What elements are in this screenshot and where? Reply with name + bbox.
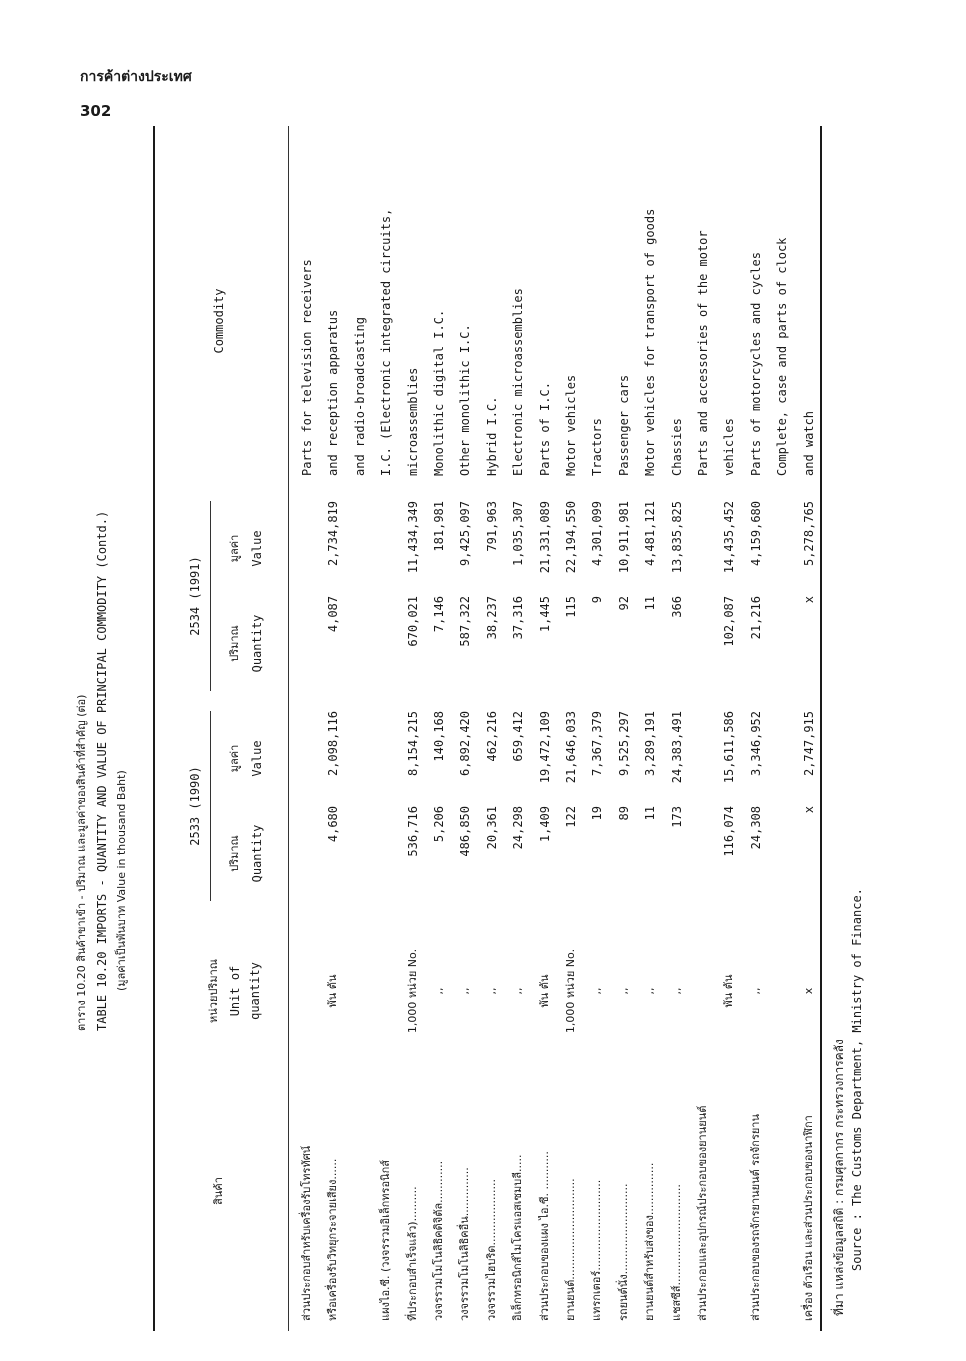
row-quantity-1990: 173	[669, 806, 684, 828]
header-year2: 2534 (1991)	[188, 556, 202, 636]
row-commodity-thai: ส่วนประกอบของแผง ไอ.ซี. ...........	[537, 1151, 551, 1321]
year1-rule	[210, 711, 211, 901]
row-value-1991: 4,481,121	[643, 501, 658, 567]
row-quantity-1991: 37,316	[511, 596, 526, 640]
row-value-1990: 19,472,109	[537, 711, 552, 784]
row-quantity-1990: 20,361	[484, 806, 499, 850]
row-unit: ,,	[616, 987, 630, 995]
row-value-1990: 21,646,033	[564, 711, 578, 784]
bottom-rule	[820, 126, 822, 1331]
row-unit: พัน ตัน	[537, 974, 551, 1008]
row-commodity-thai: ยานยนต์.............................	[564, 1178, 577, 1321]
row-value-1990: 9,525,297	[616, 711, 631, 777]
row-commodity-thai: อิเล็กทรอนิกส์ไมโครแอสเซมบลี.....	[511, 1154, 525, 1321]
header-rule	[288, 126, 289, 1331]
row-commodity-eng: Parts of I.C.	[537, 382, 552, 476]
row-value-1991: 10,911,981	[616, 501, 631, 574]
row-quantity-1990: 19	[590, 806, 605, 821]
row-commodity-eng: microassemblies	[405, 367, 420, 476]
row-quantity-1991: 102,087	[722, 596, 737, 647]
row-commodity-thai: ที่ประกอบสำเร็จแล้ว)..........	[405, 1186, 419, 1321]
row-unit: 1,000 หน่วย No.	[405, 948, 419, 1034]
header-unit-eng2: quantity	[248, 962, 262, 1020]
row-commodity-thai: แผงไอ.ซี. (วงจรรวมอิเล็กทรอนิกส์	[379, 1160, 393, 1321]
section-title: การค้าต่างประเทศ	[80, 69, 192, 85]
row-unit: x	[801, 987, 815, 995]
row-quantity-1990: x	[801, 806, 816, 814]
table-title-thai: ตาราง 10.20 สินค้าขาเข้า - ปริมาณ และมูลค่าของสินค้าที่สำคัญ (ต่อ)	[75, 694, 88, 1031]
row-unit: ,,	[669, 987, 683, 995]
row-commodity-eng: Electronic microassemblies	[511, 288, 526, 476]
row-quantity-1991: 21,216	[748, 596, 763, 640]
header-qty2-thai: ปริมาณ	[228, 625, 241, 662]
header-val1-eng: Value	[250, 740, 264, 777]
header-commodity-thai: สินค้า	[212, 1177, 225, 1205]
row-value-1990: 2,098,116	[326, 711, 341, 777]
row-value-1990: 140,168	[432, 711, 446, 762]
row-value-1990: 6,892,420	[458, 711, 473, 777]
table-titles	[72, 511, 132, 1031]
row-quantity-1990: 122	[564, 806, 578, 828]
row-value-1990: 462,216	[484, 711, 499, 762]
row-commodity-thai: รถยนต์นั่ง..........................	[616, 1183, 630, 1321]
table-title-eng: TABLE 10.20 IMPORTS - QUANTITY AND VALUE OF PRINCIPAL COMMODITY (Contd.)	[95, 510, 109, 1031]
row-commodity-thai: วงจรรวมโมโนลิธิคอื่น..............	[458, 1167, 472, 1321]
row-value-1991: 4,301,099	[590, 501, 605, 567]
row-commodity-eng: Other monolithic I.C.	[458, 324, 473, 476]
header-commodity-eng: Commodity	[212, 288, 226, 354]
row-commodity-thai: แชสซีส์.............................	[669, 1184, 683, 1321]
row-value-1990: 659,412	[511, 711, 526, 762]
row-value-1990: 24,383,491	[669, 711, 684, 784]
row-commodity-eng: Parts for television receivers	[300, 259, 314, 476]
header-qty1-thai: ปริมาณ	[228, 835, 241, 872]
header-val2-eng: Value	[250, 530, 264, 567]
row-commodity-thai: ยานยนต์สำหรับส่งของ...............	[643, 1162, 657, 1321]
row-commodity-thai: หรือเครื่องรับวิทยุกระจายเสียง......	[326, 1158, 340, 1321]
header-year1: 2533 (1990)	[188, 766, 202, 846]
row-commodity-eng: Passenger cars	[616, 374, 631, 476]
row-value-1991: 4,159,680	[748, 501, 763, 567]
row-value-1990: 15,611,586	[722, 711, 737, 784]
row-commodity-thai: ส่วนประกอบและอุปกรณ์ประกอบของยานยนต์	[696, 1105, 709, 1321]
source-eng: Source : The Customs Department, Ministry of Finance.	[850, 888, 864, 1271]
row-value-1990: 8,154,215	[405, 711, 420, 777]
header-unit-thai: หน่วยปริมาณ	[207, 959, 220, 1023]
row-commodity-eng: Complete, case and parts of clock	[775, 237, 790, 476]
row-commodity-eng: Motor vehicles	[564, 374, 578, 476]
row-quantity-1990: 5,206	[432, 806, 446, 843]
row-quantity-1991: 92	[616, 596, 631, 611]
row-quantity-1991: x	[801, 596, 816, 604]
row-value-1991: 2,734,819	[326, 501, 341, 567]
row-quantity-1991: 9	[590, 596, 605, 604]
row-commodity-eng: Parts and accessories of the motor	[696, 230, 710, 476]
row-quantity-1990: 1,409	[537, 806, 552, 843]
row-unit: ,,	[484, 987, 498, 995]
row-quantity-1990: 116,074	[722, 806, 737, 857]
row-value-1990: 3,346,952	[748, 711, 763, 777]
row-value-1991: 791,963	[484, 501, 499, 552]
row-quantity-1991: 366	[669, 596, 684, 618]
row-quantity-1991: 4,087	[326, 596, 341, 633]
row-unit: ,,	[643, 987, 657, 995]
row-value-1990: 7,367,379	[590, 711, 605, 777]
row-commodity-eng: and radio-broadcasting	[352, 317, 367, 476]
row-quantity-1991: 11	[643, 596, 658, 611]
row-unit: พัน ตัน	[722, 974, 736, 1008]
row-commodity-eng: vehicles	[722, 418, 737, 476]
row-quantity-1990: 536,716	[405, 806, 420, 857]
row-unit: ,,	[458, 987, 472, 995]
row-quantity-1991: 587,322	[458, 596, 473, 647]
row-value-1991: 9,425,097	[458, 501, 473, 567]
row-commodity-eng: Parts of motorcycles and cycles	[748, 252, 763, 476]
header-val2-thai: มูลค่า	[228, 534, 241, 563]
row-commodity-thai: ส่วนประกอบสำหรับเครื่องรับโทรทัศน์	[300, 1145, 313, 1321]
row-quantity-1990: 11	[643, 806, 658, 821]
row-commodity-eng: I.C. (Electronic integrated circuits,	[379, 208, 394, 476]
row-quantity-1991: 670,021	[405, 596, 420, 647]
row-value-1991: 1,035,307	[511, 501, 526, 567]
row-value-1991: 5,278,765	[801, 501, 816, 567]
row-value-1991: 14,435,452	[722, 501, 737, 574]
year2-rule	[210, 501, 211, 691]
row-value-1991: 13,835,825	[669, 501, 684, 574]
row-quantity-1991: 115	[564, 596, 578, 618]
row-quantity-1990: 4,680	[326, 806, 341, 843]
page-number: 302	[80, 102, 112, 120]
row-unit: ,,	[432, 987, 445, 995]
row-unit: 1,000 หน่วย No.	[564, 948, 577, 1034]
row-unit: ,,	[590, 987, 604, 995]
row-quantity-1990: 24,298	[511, 806, 526, 850]
row-value-1991: 22,194,550	[564, 501, 578, 574]
row-value-1990: 2,747,915	[801, 711, 816, 777]
row-value-1991: 11,434,349	[405, 501, 420, 574]
row-commodity-eng: and watch	[801, 410, 816, 476]
row-commodity-eng: Monolithic digital I.C.	[432, 309, 446, 476]
header-unit-eng1: Unit of	[228, 965, 242, 1017]
row-value-1991: 21,331,089	[537, 501, 552, 574]
row-quantity-1991: 7,146	[432, 596, 446, 633]
row-value-1990: 3,289,191	[643, 711, 658, 777]
row-commodity-eng: and reception apparatus	[326, 309, 341, 476]
table-unit-note: (มูลค่าเป็นพันบาท Value in thousand Baht)	[115, 770, 128, 991]
row-quantity-1990: 486,850	[458, 806, 473, 857]
row-commodity-thai: ส่วนประกอบของรถจักรยานยนต์ รถจักรยาน	[748, 1113, 762, 1321]
row-commodity-thai: วงจรรวมไฮบริด...................	[484, 1179, 498, 1321]
row-quantity-1990: 89	[616, 806, 631, 821]
row-commodity-thai: วงจรรวมโมโนลิธิคดิจิตัล............	[432, 1160, 445, 1321]
row-commodity-eng: Hybrid I.C.	[484, 396, 499, 476]
row-value-1991: 181,981	[432, 501, 446, 552]
row-commodity-thai: เครื่อง ตัวเรือน และส่วนประกอบของนาฬิกา	[801, 1115, 815, 1321]
top-rule	[153, 126, 155, 1331]
row-quantity-1990: 24,308	[748, 806, 763, 850]
row-quantity-1991: 38,237	[484, 596, 499, 640]
header-val1-thai: มูลค่า	[228, 744, 241, 773]
row-commodity-thai: แทรกเตอร์..........................	[590, 1179, 604, 1321]
row-unit: ,,	[748, 987, 762, 995]
header-qty2-eng: Quantity	[250, 614, 264, 673]
row-commodity-eng: Tractors	[590, 418, 605, 476]
source-thai: ที่มา แหล่งข้อมูลสถิติ : กรมศุลกากร กระทรวงการคลัง	[832, 1039, 846, 1316]
row-quantity-1991: 1,445	[537, 596, 552, 633]
header-qty1-eng: Quantity	[250, 824, 264, 883]
row-unit: พัน ตัน	[326, 974, 340, 1008]
row-unit: ,,	[511, 987, 525, 995]
row-commodity-eng: Motor vehicles for transport of goods	[643, 208, 658, 476]
row-commodity-eng: Chassies	[669, 418, 684, 476]
